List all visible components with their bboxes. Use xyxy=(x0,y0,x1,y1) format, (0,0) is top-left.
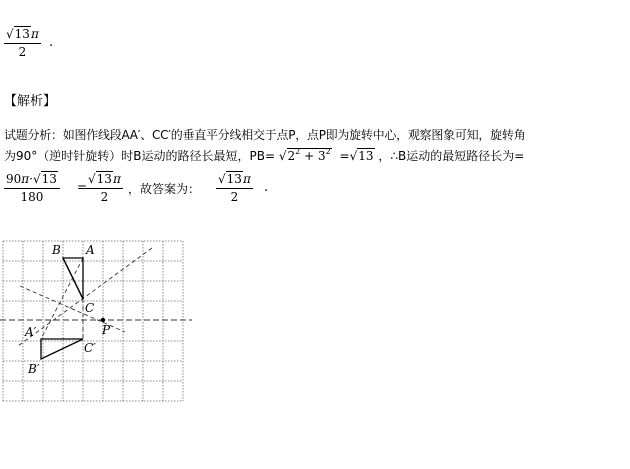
label-p: P xyxy=(102,323,111,337)
sqrt-sign-icon: √ xyxy=(278,149,287,163)
end-period: . xyxy=(264,180,269,195)
segment-aa-prime xyxy=(41,258,83,339)
frac1-radicand: 13 xyxy=(41,172,57,186)
sqrt-13-expression xyxy=(350,149,375,163)
sqrt-sign-icon: √ xyxy=(218,172,226,186)
pb-exp-2: 2 xyxy=(325,147,331,156)
analysis-line-2 xyxy=(4,147,524,164)
top-answer-denominator: 2 xyxy=(18,45,27,59)
result-fraction xyxy=(86,172,123,205)
sqrt-sign-icon: √ xyxy=(88,172,96,186)
sqrt-sign-icon: √ xyxy=(6,27,14,41)
pb-exp-1: 2 xyxy=(295,147,301,156)
pb-equals: = xyxy=(339,149,350,163)
sqrt-sign-icon: √ xyxy=(32,172,41,186)
top-answer-radicand: 13 xyxy=(14,27,30,41)
figure-grid xyxy=(3,241,183,401)
sqrt-13-radicand: 13 xyxy=(358,149,374,163)
label-c: C xyxy=(85,301,95,315)
frac3-denominator: 2 xyxy=(230,190,239,204)
triangle-a-prime-b-prime-c-prime xyxy=(41,339,83,359)
pb-base-2: 3 xyxy=(317,149,326,163)
answer-text: ，故答案为： xyxy=(128,182,201,196)
rotation-figure xyxy=(0,236,200,411)
frac2-denominator: 2 xyxy=(100,190,109,204)
top-answer-pi: π xyxy=(30,27,39,41)
label-a-prime: A′ xyxy=(25,325,37,339)
pb-plus: + xyxy=(304,149,315,163)
frac3-pi: π xyxy=(242,172,251,186)
label-a: A xyxy=(86,243,95,257)
frac1-denominator: 180 xyxy=(20,190,44,204)
fraction-bar xyxy=(4,43,41,44)
analysis-line-2-suffix: ，∴B运动的最短路径长为= xyxy=(378,149,525,163)
label-b: B xyxy=(52,243,61,257)
label-c-prime: C′ xyxy=(84,341,96,355)
frac1-num-90: 90 xyxy=(6,172,22,186)
fraction-bar xyxy=(86,188,123,189)
top-answer-fraction xyxy=(4,27,41,60)
frac2-radicand: 13 xyxy=(96,172,112,186)
frac3-radicand: 13 xyxy=(226,172,242,186)
top-answer-period: . xyxy=(49,35,54,50)
fraction-bar xyxy=(4,188,60,189)
frac-equals: = xyxy=(77,180,88,194)
section-title: 【解析】 xyxy=(4,94,57,109)
analysis-line-1: 试题分析：如图作线段AA′、CC′的垂直平分线相交于点P，点P即为旋转中心，观察图象可知，旋转角 xyxy=(4,128,526,142)
bisector-cc-line xyxy=(18,248,152,346)
label-b-prime: B′ xyxy=(28,362,40,376)
top-answer-numerator xyxy=(4,27,41,42)
fraction-bar xyxy=(216,188,253,189)
arc-length-fraction xyxy=(4,172,60,205)
segment-bc xyxy=(63,258,83,299)
analysis-line-2-prefix: 为90°（逆时针旋转）时B运动的路径长最短，PB= xyxy=(4,149,276,163)
pb-sqrt-expression xyxy=(279,149,336,163)
pb-base-1: 2 xyxy=(287,149,296,163)
frac1-num-pi: π· xyxy=(21,172,33,186)
final-answer-fraction xyxy=(216,172,253,205)
sqrt-sign-icon: √ xyxy=(349,149,358,163)
point-p xyxy=(101,318,105,322)
frac2-pi: π xyxy=(112,172,121,186)
